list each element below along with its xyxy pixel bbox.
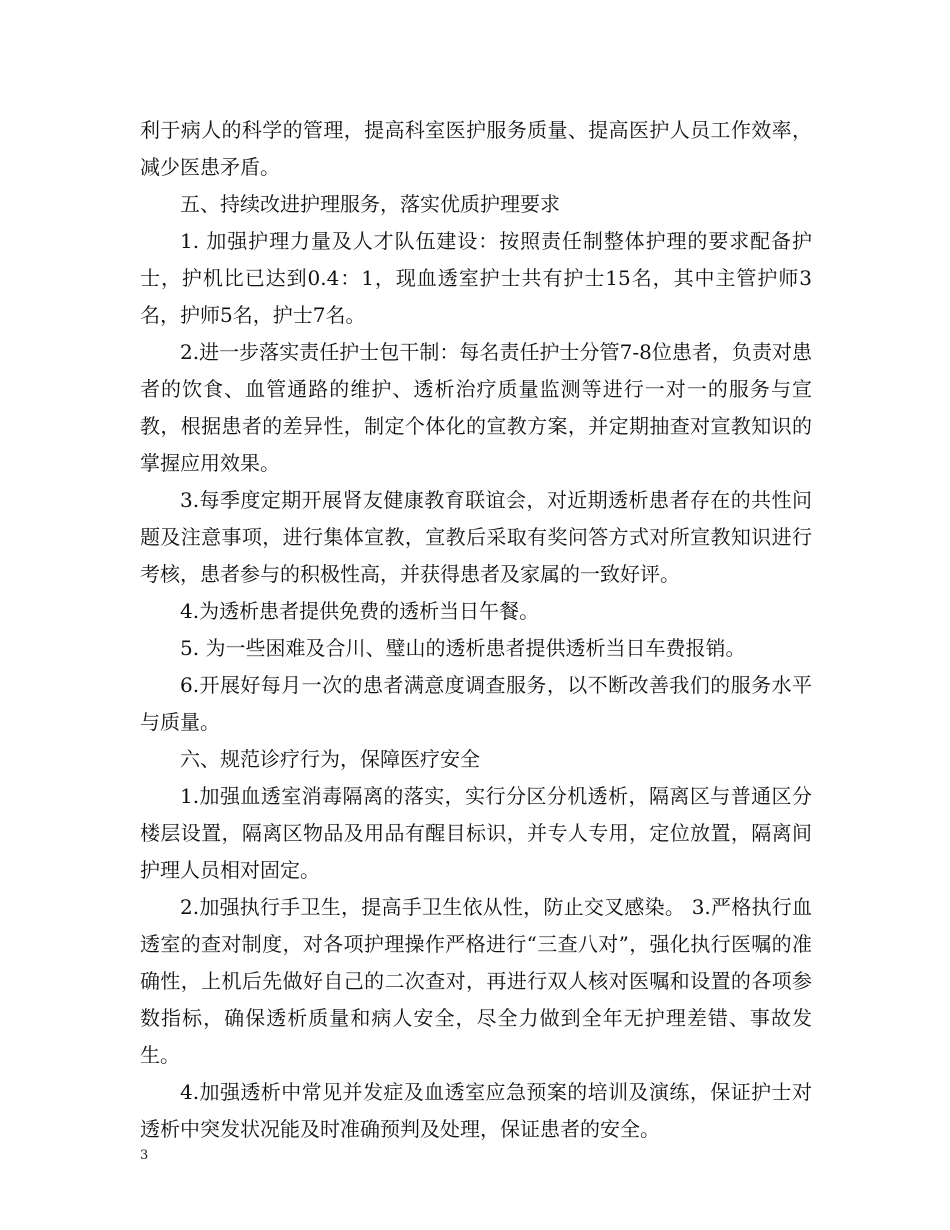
paragraph-item-2: 2.进一步落实责任护士包干制：每名责任护士分管7-8位患者，负责对患者的饮食、血管通路的维护、透析治疗质量监测等进行一对一的服务与宣教，根据患者的差异性，制定个体化的宣教方案，并定期抽查对宣教知识的掌握应用效果。 <box>140 340 812 475</box>
paragraph-item-4: 4.为透析患者提供免费的透析当日午餐。 <box>180 599 540 623</box>
page-number: 3 <box>140 1148 149 1163</box>
paragraph-item-5: 5. 为一些困难及合川、璧山的透析患者提供透析当日车费报销。 <box>180 636 746 660</box>
paragraph-item-6-4: 4.加强透析中常见并发症及血透室应急预案的培训及演练，保证护士对透析中突发状况能及时准确预判及处理，保证患者的安全。 <box>140 1080 812 1141</box>
paragraph-item-1: 1. 加强护理力量及人才队伍建设：按照责任制整体护理的要求配备护士，护机比已达到0.4：1，现血透室护士共有护士15名，其中主管护师3名，护师5名，护士7名。 <box>140 229 812 327</box>
section-heading-5: 五、持续改进护理服务，落实优质护理要求 <box>180 192 560 216</box>
document-body <box>140 112 812 1148</box>
paragraph-item-6-1: 1.加强血透室消毒隔离的落实，实行分区分机透析，隔离区与普通区分楼层设置，隔离区物品及用品有醒目标识，并专人专用，定位放置，隔离间护理人员相对固定。 <box>140 784 812 882</box>
paragraph-item-6-2: 2.加强执行手卫生，提高手卫生依从性，防止交叉感染。 3.严格执行血透室的查对制度，对各项护理操作严格进行“三查八对”，强化执行医嘱的准确性，上机后先做好自己的二次查对，再进行双人核对医嘱和设置的各项参数指标，确保透析质量和病人安全，尽全力做到全年无护理差错、事故发生。 <box>140 895 812 1067</box>
paragraph-continuation: 利于病人的科学的管理，提高科室医护服务质量、提高医护人员工作效率，减少医患矛盾。 <box>140 118 812 179</box>
paragraph-item-6: 6.开展好每月一次的患者满意度调查服务，以不断改善我们的服务水平与质量。 <box>140 673 812 734</box>
section-heading-6: 六、规范诊疗行为，保障医疗安全 <box>180 747 480 771</box>
paragraph-item-3: 3.每季度定期开展肾友健康教育联谊会，对近期透析患者存在的共性问题及注意事项，进行集体宣教，宣教后采取有奖问答方式对所宣教知识进行考核，患者参与的积极性高，并获得患者及家属的一致好评。 <box>140 488 812 586</box>
